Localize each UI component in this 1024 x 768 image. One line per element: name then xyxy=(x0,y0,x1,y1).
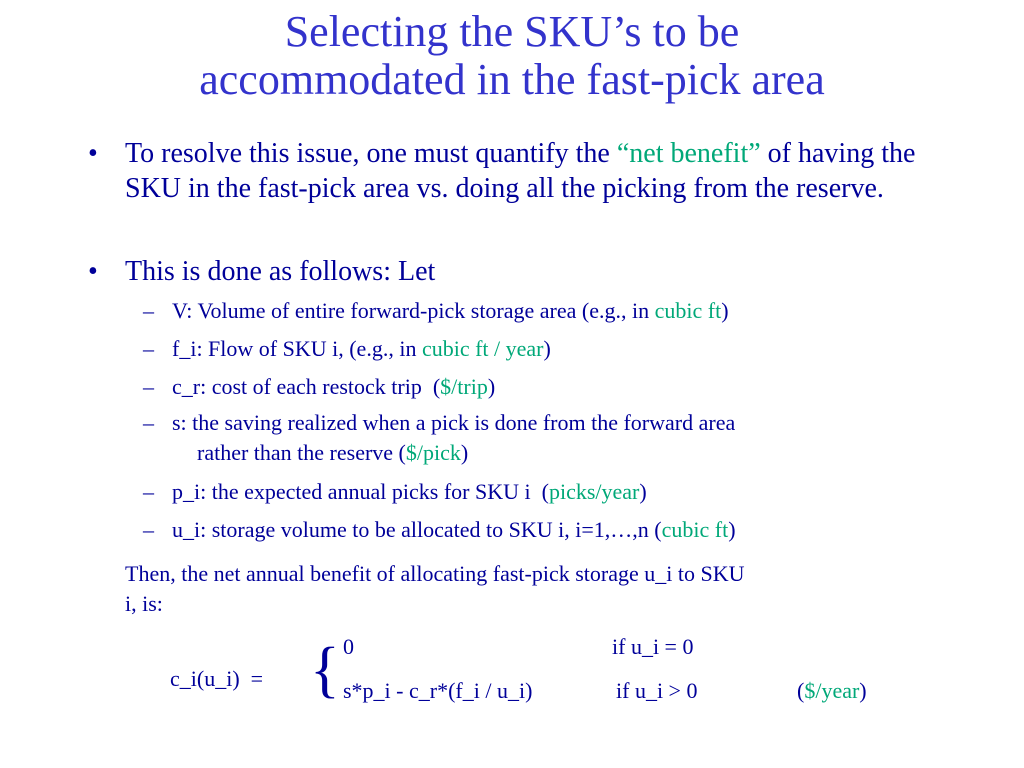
subitem-close: ) xyxy=(721,298,729,323)
paragraph-line-1: Then, the net annual benefit of allocating fast-pick storage u_i to SKU xyxy=(125,561,745,586)
net-benefit-paragraph xyxy=(125,559,945,619)
bullet-marker: • xyxy=(88,256,98,287)
subitem-text: V: Volume of entire forward-pick storage area (e.g., in xyxy=(172,298,655,323)
subitem-close: ) xyxy=(543,336,551,361)
title-line-1: Selecting the SKU’s to be xyxy=(284,7,740,56)
unit-label: cubic ft xyxy=(654,298,722,323)
subitem-text-line2 xyxy=(172,438,932,468)
case2-expression: s*p_i - c_r*(f_i / u_i) xyxy=(343,678,533,703)
bullet-text-cont: of having the SKU in the fast-pick area vs. doing all the picking from the reserve. xyxy=(125,138,916,204)
case2-condition: if u_i > 0 xyxy=(616,678,698,703)
unit-label: picks/year xyxy=(548,479,640,504)
subitem-restock-cost xyxy=(172,372,932,402)
unit-label: $/pick xyxy=(405,440,461,465)
dash-marker: – xyxy=(143,298,154,323)
subitem-close: ) xyxy=(487,374,496,399)
case1-expression: 0 xyxy=(343,634,354,659)
subitem-text: u_i: storage volume to be allocated to SKU i, i=1,…,n ( xyxy=(172,517,662,542)
slide-title xyxy=(0,8,1024,104)
formula-unit xyxy=(797,676,867,706)
subitem-flow xyxy=(172,334,932,364)
unit-label: $/year xyxy=(804,678,860,703)
subitem-saving xyxy=(172,408,932,468)
dash-marker: – xyxy=(143,479,154,504)
dash-marker: – xyxy=(143,410,154,435)
unit-close: ) xyxy=(859,678,867,703)
subitem-picks xyxy=(172,477,932,507)
bullet-marker: • xyxy=(88,138,98,169)
unit-label: $/trip xyxy=(440,374,488,399)
subitem-text-cont: rather than the reserve ( xyxy=(197,440,406,465)
unit-open: ( xyxy=(797,678,805,703)
subitem-close: ) xyxy=(728,517,736,542)
subitem-text: f_i: Flow of SKU i, (e.g., in xyxy=(172,336,422,361)
bullet-net-benefit xyxy=(125,136,965,206)
dash-marker: – xyxy=(143,336,154,361)
subitem-close: ) xyxy=(460,440,469,465)
bullet-let: This is done as follows: Let xyxy=(125,256,436,287)
dash-marker: – xyxy=(143,374,154,399)
subitem-storage-volume xyxy=(172,515,932,545)
formula-brace: { xyxy=(310,636,340,704)
subitem-volume xyxy=(172,296,932,326)
net-benefit-highlight: “net benefit” xyxy=(616,138,761,169)
unit-label: cubic ft / year xyxy=(421,336,544,361)
paragraph-line-2: i, is: xyxy=(125,591,163,616)
bullet-text: To resolve this issue, one must quantify the xyxy=(125,138,617,169)
subitem-text: p_i: the expected annual picks for SKU i ( xyxy=(172,479,549,504)
subitem-text: s: the saving realized when a pick is done from the forward area xyxy=(172,410,736,435)
subitem-close: ) xyxy=(639,479,647,504)
case1-condition: if u_i = 0 xyxy=(612,634,694,659)
unit-label: cubic ft xyxy=(661,517,729,542)
title-line-2: accommodated in the fast-pick area xyxy=(199,55,825,104)
subitem-text: c_r: cost of each restock trip ( xyxy=(172,374,441,399)
formula-lhs: c_i(u_i) = xyxy=(170,666,264,691)
dash-marker: – xyxy=(143,517,154,542)
